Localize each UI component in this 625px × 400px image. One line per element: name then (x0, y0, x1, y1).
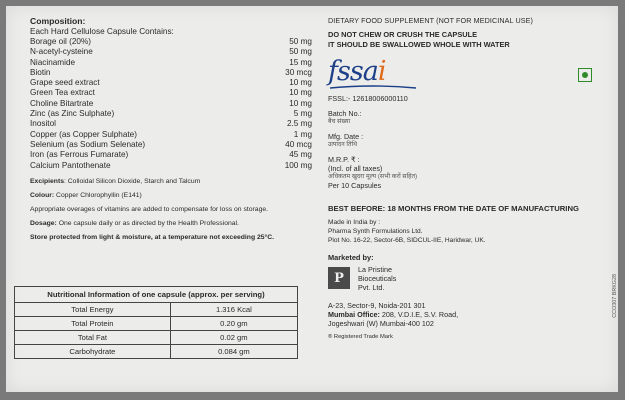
colour-label: Colour: (30, 191, 55, 199)
ingredient-amount: 1 mg (293, 129, 312, 139)
mfg-hindi: उत्पादन तिथि (328, 141, 358, 149)
pack-size: Per 10 Capsules (328, 181, 382, 191)
fssai-wordmark: fssai (328, 56, 386, 88)
ingredient-name: Choline Bitartrate (30, 98, 94, 108)
ingredient-row (30, 78, 314, 88)
table-row (15, 331, 298, 345)
table-row (15, 303, 298, 317)
dosage-text: One capsule daily or as directed by the Health Professional. (56, 219, 239, 227)
ingredient-name: Borage oil (20%) (30, 37, 91, 46)
nutrition-label: Total Energy (15, 303, 171, 317)
ingredient-name: Copper (as Copper Sulphate) (30, 129, 137, 139)
ingredient-name: Zinc (as Zinc Sulphate) (30, 109, 115, 119)
ingredient-amount: 30 mcg (285, 67, 312, 77)
ingredient-amount: 40 mcg (285, 139, 312, 149)
marketer-name-line: Bioceuticals (358, 274, 397, 284)
ingredient-row (30, 37, 314, 47)
ingredient-name: N-acetyl-cysteine (30, 47, 93, 57)
colour-line (30, 191, 314, 200)
excipients-text: : Colloidal Silicon Dioxide, Starch and Talcum (64, 177, 201, 185)
best-before: BEST BEFORE: 18 MONTHS FROM THE DATE OF MANUFACTURING (328, 204, 579, 214)
nutrition-value: 1.316 Kcal (170, 303, 297, 317)
table-row (15, 317, 298, 331)
ingredient-amount: 5 mg (293, 109, 312, 119)
mfg-label: Mfg. Date : (328, 132, 364, 142)
dietary-heading: DIETARY FOOD SUPPLEMENT (NOT FOR MEDICINAL USE) (328, 16, 534, 25)
overages-note: Appropriate overages of vitamins are added to compensate for loss on storage. (30, 205, 269, 213)
composition-subtitle: Each Hard Cellulose Capsule Contains: (30, 27, 174, 36)
ingredient-name: Niacinamide (30, 57, 76, 67)
ingredient-amount: 50 mg (289, 47, 312, 57)
product-code: CCO307 BRKG28 (612, 274, 618, 318)
nutrition-value: 0.084 gm (170, 345, 297, 359)
nutrition-label: Carbohydrate (15, 345, 171, 359)
ingredient-row (30, 130, 314, 140)
maker-name: Pharma Synth Formulations Ltd. (328, 228, 423, 236)
composition-title: Composition: (30, 16, 86, 26)
excipients-line (30, 177, 314, 186)
table-row (15, 345, 298, 359)
vegetarian-mark-icon (578, 68, 592, 82)
fssai-swoosh-icon (328, 85, 418, 90)
mumbai-office-label: Mumbai Office: (328, 310, 380, 320)
ingredient-name: Selenium (as Sodium Selenate) (30, 139, 146, 149)
ingredient-amount: 100 mg (284, 160, 312, 170)
ingredient-row (30, 88, 314, 98)
ingredient-amount: 50 mg (289, 37, 312, 46)
ingredient-row (30, 68, 314, 78)
ingredient-name: Calcium Pantothenate (30, 160, 111, 170)
nutrition-header: Nutritional Information of one capsule (approx. per serving) (15, 287, 298, 303)
ingredient-row (30, 47, 314, 57)
veg-dot (582, 72, 588, 78)
marketed-by: Marketed by: (328, 253, 374, 263)
ingredient-amount: 15 mg (289, 57, 312, 67)
ingredient-amount: 2.5 mg (286, 119, 312, 129)
marketer-address: A-23, Sector-9, Noida-201 301 (328, 301, 426, 311)
ingredient-name: Grape seed extract (30, 78, 100, 88)
nutrition-label: Total Fat (15, 331, 171, 345)
mumbai-office-line (328, 310, 618, 319)
fssai-logo (328, 57, 448, 91)
marketer-name (358, 265, 396, 292)
ingredient-name: Biotin (30, 67, 51, 77)
made-in: Made in India by : (328, 219, 381, 227)
nutrition-label: Total Protein (15, 317, 171, 331)
ingredient-row (30, 161, 314, 171)
nutrition-value: 0.02 gm (170, 331, 297, 345)
marketer-name-line: Pvt. Ltd. (358, 283, 385, 293)
ingredient-row (30, 58, 314, 68)
dosage-label: Dosage: (30, 219, 57, 227)
excipients-label: Excipients (30, 177, 64, 185)
ingredient-amount: 10 mg (289, 88, 312, 98)
nutrition-value: 0.20 gm (170, 317, 297, 331)
ingredient-list (30, 37, 314, 171)
ingredient-row (30, 150, 314, 160)
mrp-hindi: अधिकतम खुदरा मूल्य (सभी करों सहित) (328, 173, 418, 181)
trademark-note: ® Registered Trade Mark (328, 334, 393, 341)
colour-text: Copper Chlorophyllin (E141) (54, 191, 142, 199)
batch-label: Batch No.: (328, 109, 362, 119)
storage-note: Store protected from light & moisture, at a temperature not exceeding 25°C. (30, 233, 275, 241)
warning-chew: DO NOT CHEW OR CRUSH THE CAPSULE (328, 30, 478, 39)
composition-section (30, 16, 314, 242)
ingredient-row (30, 119, 314, 129)
marketer-logo-icon: P (328, 267, 350, 289)
label-panel (6, 6, 618, 392)
batch-hindi: बैच संख्या (328, 118, 351, 126)
dosage-line (30, 219, 314, 228)
ingredient-amount: 10 mg (289, 98, 312, 108)
marketer-name-line: La Pristine (358, 265, 392, 275)
maker-address: Plot No. 16-22, Sector-6B, SIDCUL-IIE, Haridwar, UK. (328, 237, 486, 245)
ingredient-row (30, 109, 314, 119)
info-section (328, 16, 618, 342)
mrp-incl: (Incl. of all taxes) (328, 164, 383, 174)
ingredient-row (30, 140, 314, 150)
marketer-block (328, 265, 618, 299)
warning-swallow: IT SHOULD BE SWALLOWED WHOLE WITH WATER (328, 39, 510, 49)
ingredient-name: Inositol (30, 119, 56, 129)
mumbai-office-address: 208, V.D.I.E, S.V. Road, (379, 310, 459, 320)
mrp-label: M.R.P. ₹ : (328, 155, 360, 165)
fssl-number: FSSL:- 12618006000110 (328, 94, 408, 104)
mumbai-office-address-2: Jogeshwari (W) Mumbai-400 102 (328, 319, 434, 329)
nutrition-table (14, 286, 298, 359)
ingredient-name: Iron (as Ferrous Fumarate) (30, 150, 129, 160)
ingredient-amount: 45 mg (289, 150, 312, 160)
ingredient-row (30, 99, 314, 109)
ingredient-amount: 10 mg (289, 78, 312, 88)
ingredient-name: Green Tea extract (30, 88, 95, 98)
